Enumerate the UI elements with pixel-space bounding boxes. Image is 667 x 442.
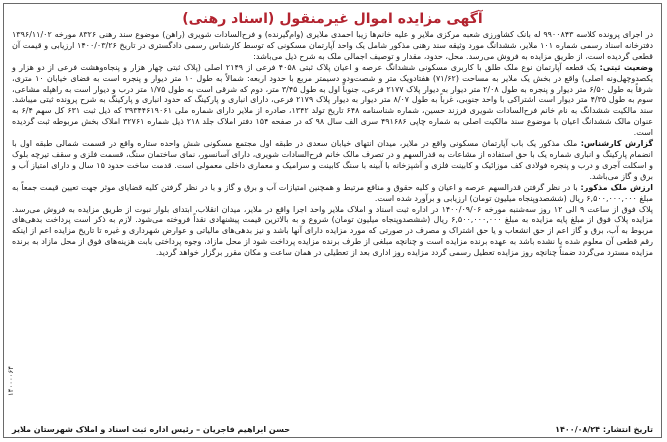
registration-text: یک قطعه آپارتمان نوع ملک طلق با کاربری مسکونی ششدانگ عرصه و اعیان پلاک ثبتی ۴۰۵۸ فرعی از ۲۱۴۹ اصلی (پلاک ثبتی چهار هزار و پنجاه‌وهشت فرعی از دو هزار و یکصدوچهل‌ونه اصلی) واقع در بخش یک ملایر به مساحت (۷۱/۶۲) هفتادویک متر و شصت‌ودو دسیمتر مربع با حدود اربعه: شمالاً به طول ۱۰ متر دیوار و پنجره است به فضای خیابان ۱۰ متری، شرقاً به طول ۶/۵۰ متر دیوار و پنجره به طول ۲/۰۸ متر دیوار به دیوار پلاک ۲۱۷۷ فرعی، جنوباً اول به طول ۳/۴۵ متر، دوم که شرقی است به طول ۱/۷۵ متر درب و دیوار است به راهپله مشاعی، سوم به طول ۴/۳۵ متر دیوار است اشتراکی با واحد جنوبی، غرباً به طول ۸/۰۷ متر دیوار به دیوار پلاک ۲۱۷۹ فرعی، دارای انباری و پارکینگ که حدود انباری و پارکینگ به شرح پرونده ثبتی میباشد. سند مالکیت ششدانگ به نام خانم فرح‌السادات شویری فرزند حسین، شماره شناسنامه ۶۴۸ تاریخ تولد ۱۳۴۲، صادره از ملایر دارای شماره ملی ۳۹۳۴۴۶۱۹۰۶۱ که ذیل ثبت ۶۳۱ کل سهم ۶/۴ به عنوان مالک ششدانگ اعیان با موضوع سند مالکیت اصلی به شماره چاپی ۴۹۱۶۸۶ سری الف سال ۹۸ که در صفحه ۱۵۴ دفتر املاک جلد ۲۱۸ ذیل شماره ۳۲۷۶۱ املاک بخش مربوطه ثبت گردیده است.: [12, 62, 654, 138]
publish-date-label: تاریخ انتشار:: [602, 425, 653, 434]
notice-title-sub: (اسناد رهنی): [182, 11, 275, 27]
notice-frame: [3, 3, 662, 438]
expert-report-text: ملک مذکور یک باب آپارتمان مسکونی واقع در ملایر، میدان انتهای خیابان سعدی در طبقه اول مجتمع مسکونی شش واحده ستاره واقع در قسمت شمالی طبقه اول با انضمام پارکینگ و انباری شماره یک با حق استفاده از مشاعات به قدرالسهم و در تصرف مالک خانم فرح‌السادات شویری، دارای آسانسور، نمای ساختمان سنگ، قسمت فلزی و سقف تیرچه بلوک و اسکلت آجری و درب و پنجره فولادی کف موزائیک و کابینت فلزی و آشپزخانه با آبینه با سنگ کابینت و سرامیک و معماری داخلی معمولی است. قدمت ساخت حدود ۱۵ سال و دارای امتیاز آب و برق و گاز می‌باشد.: [12, 139, 654, 181]
auction-notice: [4, 4, 661, 259]
auction-terms-paragraph: [12, 205, 653, 260]
auction-terms-text: پلاک فوق از ساعت ۹ الی ۱۲ روز سه‌شنبه مورخه ۱۴۰۰/۰۹/۰۶ در اداره ثبت اسناد و املاک ملایر واحد اجرا واقع در ملایر، میدان انقلاب، ابتدای بلوار نبوت از طریق مزایده به فروش می‌رسد. مزایده پلاک فوق از مبلغ پایه مزایده به مبلغ ۶,۵۰۰,۰۰۰,۰۰۰ ریال (ششصدوپنجاه میلیون تومان) شروع و به بالاترین قیمت پیشنهادی نقداً فروخته می‌شود. لازم به ذکر است پرداخت بدهی‌های مربوط به آب، برق و گاز اعم از حق انشعاب و یا حق اشتراک و مصرف در صورتی که مورد مزایده دارای آنها باشد و نیز بدهی‌های مالیاتی و عوارض شهرداری و غیره تا تاریخ مزایده اعم از اینکه رقم قطعی آن معلوم شده یا نشده باشد به عهده برنده مزایده است و چنانچه مبلغی از طرف برنده مزایده پرداخت شود از محل مازاد، وجوه پرداختی بابت هزینه‌های فوق از محل مازاد به برنده مزایده مسترد می‌گردد ضمناً چنانچه روز مزایده تعطیل رسمی گردد مزایده روز اداری بعد از تعطیلی در همان ساعت و مکان مقرر برگزار خواهد گردید.: [12, 204, 654, 258]
notice-title: آگهی مزایده اموال غیرمنقول: [279, 11, 483, 27]
expert-report-paragraph: [12, 139, 653, 183]
publish-date: [555, 425, 653, 434]
valuation-text: با در نظر گرفتن قدرالسهم عرصه و اعیان و کلیه حقوق و منافع مرتبط و همچنین امتیازات آب و برق و گاز و با در نظر گرفتن کلیه قضایای موثر جهت تعیین قیمت جمعاً به مبلغ ۶,۵۰۰,۰۰۰,۰۰۰ ریال (ششصدوپنجاه میلیون تومان) ارزیابی و برآورد شده است.: [12, 182, 653, 203]
notice-footer: [12, 425, 653, 434]
registration-paragraph: [12, 63, 653, 139]
notice-title-row: [12, 8, 653, 27]
intro-text: در اجرای پرونده کلاسه ۹۹۰۰۸۴۳ له بانک کشاورزی شعبه مرکزی ملایر و علیه خانم‌ها زیبا احمدی ملایری (وام‌گیرنده) و فرح‌السادات شویری (راهن) موضوع سند رهنی ۸۳۲۶ مورخه ۱۳۹۶/۱۱/۰۲ دفترخانه اسناد رسمی شماره ۱۰۱ ملایر، ششدانگ مورد وثیقه سند رهنی مذکور شامل یک واحد آپارتمان مسکونی که توسط کارشناس رسمی دادگستری در تاریخ ۱۴۰۰/۰۳/۲۶ ارزیابی و قیمت آن قطعی گردیده است، از طریق مزایده به فروش می‌رسد. محل، حدود، مقدار و توصیف اجمالی ملک به شرح ذیل می‌باشد:: [12, 30, 654, 61]
valuation-label: ارزش ملک مذکور:: [580, 182, 653, 192]
valuation-paragraph: [12, 183, 653, 205]
intro-paragraph: [12, 30, 653, 63]
signature: حسن ابراهیم فاجریان – رئیس اداره ثبت اسناد و املاک شهرستان ملایر: [12, 425, 290, 434]
expert-report-label: گزارش کارشناس:: [580, 139, 654, 149]
publish-date-value: ۱۴۰۰/۰۸/۲۴: [555, 425, 601, 434]
registration-label: وضعیت ثبتی:: [599, 62, 653, 72]
side-code: ۱۴۰۰۰۰۶۴: [7, 366, 15, 397]
